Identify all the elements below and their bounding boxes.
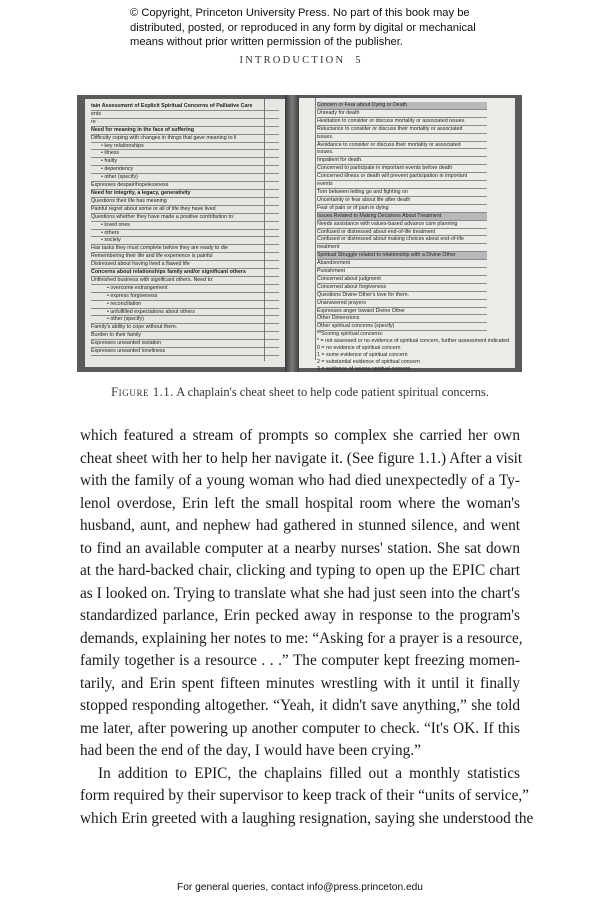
body-text xyxy=(80,425,534,830)
body-line: family together is a resource . . .” The computer kept freezing momen- xyxy=(80,652,520,669)
sheet-line: Need for meaning in the face of suffering xyxy=(91,127,279,135)
body-line: as I looked on. Trying to translate what she had just seen into the chart's xyxy=(80,584,520,602)
sheet-line: **Scoring spiritual concerns: xyxy=(317,331,384,338)
sheet-line: Confused or distressed about end-of-life treatment xyxy=(317,229,487,237)
body-line: In addition to EPIC, the chaplains filled out a monthly statistics xyxy=(98,764,520,782)
binder-gutter xyxy=(285,95,299,372)
paragraph xyxy=(80,425,523,763)
score-column xyxy=(305,98,316,360)
body-line: me later, after powering up another computer to check. “It's OK. If this xyxy=(80,719,520,737)
sheet-line: ents xyxy=(91,111,279,119)
page-number: 5 xyxy=(355,55,361,66)
score-column xyxy=(264,99,285,361)
body-line: with the family of a young woman who had died unexpectedly of a Ty- xyxy=(80,472,520,489)
figure-caption xyxy=(0,385,600,400)
sheet-line: • express forgiveness xyxy=(91,293,279,301)
sheet-line: 2 = substantial evidence of spiritual concern xyxy=(317,358,420,365)
sheet-line: * = not assessed or no evidence of spiritual concern, further assessment indicated xyxy=(317,338,510,345)
sheet-line: Uncertainty or fear about life after death xyxy=(317,197,487,205)
sheet-line: Reluctance to consider or discuss their mortality or associated xyxy=(317,126,487,134)
sheet-line: Unanswered prayers xyxy=(317,300,487,308)
sheet-line: Other spiritual concerns (specify) xyxy=(317,323,487,331)
sheet-line: Family's ability to cope without them. xyxy=(91,324,279,332)
body-line: lenol overdose, Erin left the small hospital room where the woman's xyxy=(80,494,520,512)
sheet-line: Spiritual Struggle related to relationship with a Divine Other xyxy=(317,252,487,260)
sheet-line: Need for integrity, a legacy, generativity xyxy=(91,190,279,198)
sheet-line: issues. xyxy=(317,134,487,142)
sheet-line: • other (specify) xyxy=(91,174,279,182)
sheet-line: Concerned about forgiveness xyxy=(317,284,487,292)
sheet-line: Torn between letting go and fighting on xyxy=(317,189,487,197)
sheet-line: Hesitation to consider or discuss mortality or associated issues. xyxy=(317,118,487,126)
sheet-line: • overcome estrangement xyxy=(91,285,279,293)
figure-photo xyxy=(77,95,522,372)
sheet-line: Questions their life has meaning xyxy=(91,198,279,206)
sheet-line: Burden to their family xyxy=(91,332,279,340)
sheet-line: • key relationships xyxy=(91,143,279,151)
right-cheat-sheet xyxy=(299,98,515,372)
sheet-line: Fear of pain or of pain in dying xyxy=(317,205,487,213)
right-sheet-lines xyxy=(317,102,510,373)
body-line: demands, explaining her notes to me: “Asking for a prayer is a resource, xyxy=(80,629,523,647)
sheet-line: Has tasks they must complete before they are ready to die xyxy=(91,245,279,253)
sheet-line: 0 = no evidence of spiritual concern xyxy=(317,345,401,352)
sheet-line: tain Assessment of Explicit Spiritual Concerns of Palliative Care xyxy=(91,103,279,111)
sheet-line: Painful regret about some or all of life they have lived xyxy=(91,206,279,214)
sheet-line: Issues Related to Making Decisions About Treatment xyxy=(317,213,487,221)
body-line: standardized parlance, Erin pecked away in response to the program's xyxy=(80,607,520,624)
sheet-line: Concerned to participate in important events before death xyxy=(317,165,487,173)
sheet-line: 3 = evidence of severe spiritual concern xyxy=(317,365,411,372)
sheet-line: Concerned about judgment xyxy=(317,276,487,284)
sheet-line: Expresses unwanted loneliness xyxy=(91,348,279,356)
figure-caption-text: A chaplain's cheat sheet to help code patient spiritual concerns. xyxy=(176,385,489,399)
sheet-line: Impatient for death. xyxy=(317,157,487,165)
body-line: tarily, and Erin spent fifteen minutes wrestling with it until it finally xyxy=(80,674,520,692)
running-head xyxy=(0,55,600,66)
paragraph xyxy=(80,763,534,831)
sheet-line: Expresses unwanted isolation xyxy=(91,340,279,348)
sheet-line: Distressed about having lived a flawed life xyxy=(91,261,279,269)
copyright-line: distributed, posted, or reproduced in any form by digital or mechanical xyxy=(130,21,476,34)
sheet-line: Expresses anger toward Divine Other xyxy=(317,308,487,316)
sheet-line: Needs assistance with values-based advance care planning xyxy=(317,221,487,229)
body-line: stopped responding altogether. “Yeah, it didn't save anything,” she told xyxy=(80,697,520,714)
left-sheet-lines xyxy=(91,103,279,356)
copyright-line: © Copyright, Princeton University Press. No part of this book may be xyxy=(130,7,470,19)
copyright-line: means without prior written permission of the publisher. xyxy=(130,36,403,48)
sheet-line: Concerned illness or death will prevent participation in important xyxy=(317,173,487,181)
sheet-line: Other Dimensions xyxy=(317,315,487,323)
body-line: at the hard-backed chair, clicking and typing to open up the EPIC chart xyxy=(80,562,520,579)
left-cheat-sheet xyxy=(85,99,285,367)
sheet-line: • others xyxy=(91,230,279,238)
sheet-line: • unfulfilled expectations about others xyxy=(91,309,279,317)
sheet-line: Unready for death xyxy=(317,110,487,118)
sheet-line: issues. xyxy=(317,149,487,157)
sheet-line: • frailty xyxy=(91,158,279,166)
sheet-line: Avoidance to consider or discuss their mortality or associated xyxy=(317,142,487,150)
sheet-line: Confused or distressed about making choices about end-of-life xyxy=(317,236,487,244)
running-head-section: INTRODUCTION xyxy=(239,55,346,66)
body-line: to find an available computer at a nearby nurses' station. She sat down xyxy=(80,539,520,557)
sheet-line: re xyxy=(91,119,279,127)
body-line: which Erin greeted with a laughing resignation, saying she understood the xyxy=(80,809,534,827)
sheet-line: • dependency xyxy=(91,166,279,174)
body-line: which featured a stream of prompts so complex she carried her own xyxy=(80,427,520,444)
body-line: cheat sheet with her to help her navigate it. (See figure 1.1.) After a visit xyxy=(80,449,523,467)
copyright-notice xyxy=(130,6,510,50)
sheet-line: • society xyxy=(91,237,279,245)
sheet-line: Difficulty coping with changes in things that gave meaning to li xyxy=(91,135,279,143)
sheet-line: • illness xyxy=(91,150,279,158)
footer-contact: For general queries, contact info@press.princeton.edu xyxy=(177,882,423,893)
sheet-line: Unfinished business with significant others. Need to: xyxy=(91,277,279,285)
sheet-line: 1 = some evidence of spiritual concern xyxy=(317,352,408,358)
figure-label: Figure 1.1. xyxy=(111,385,174,399)
sheet-line: treatment xyxy=(317,244,487,252)
sheet-line: Abandonment xyxy=(317,260,487,268)
sheet-line: Concerns about relationships family and/or significant others xyxy=(91,269,279,277)
sheet-line: • loved ones xyxy=(91,222,279,230)
sheet-line: Punishment xyxy=(317,268,487,276)
sheet-line: • other (specify) xyxy=(91,316,279,324)
body-line: had been the end of the day, I would have been crying.” xyxy=(80,742,421,759)
sheet-line: • reconciliation xyxy=(91,301,279,309)
sheet-line: Questions whether they have made a positive contribution to: xyxy=(91,214,279,222)
sheet-line: Concern or Fear about Dying or Death xyxy=(317,102,487,110)
sheet-line: Expresses despair/hopelessness xyxy=(91,182,279,190)
body-line: husband, aunt, and nephew had gathered in stunned silence, and went xyxy=(80,517,520,534)
sheet-line: Remembering their life and life experience is painful xyxy=(91,253,279,261)
body-line: form required by their supervisor to keep track of their “units of service,” xyxy=(80,787,529,804)
sheet-line: Questions Divine Other's love for them. xyxy=(317,292,487,300)
sheet-line: events xyxy=(317,181,487,189)
